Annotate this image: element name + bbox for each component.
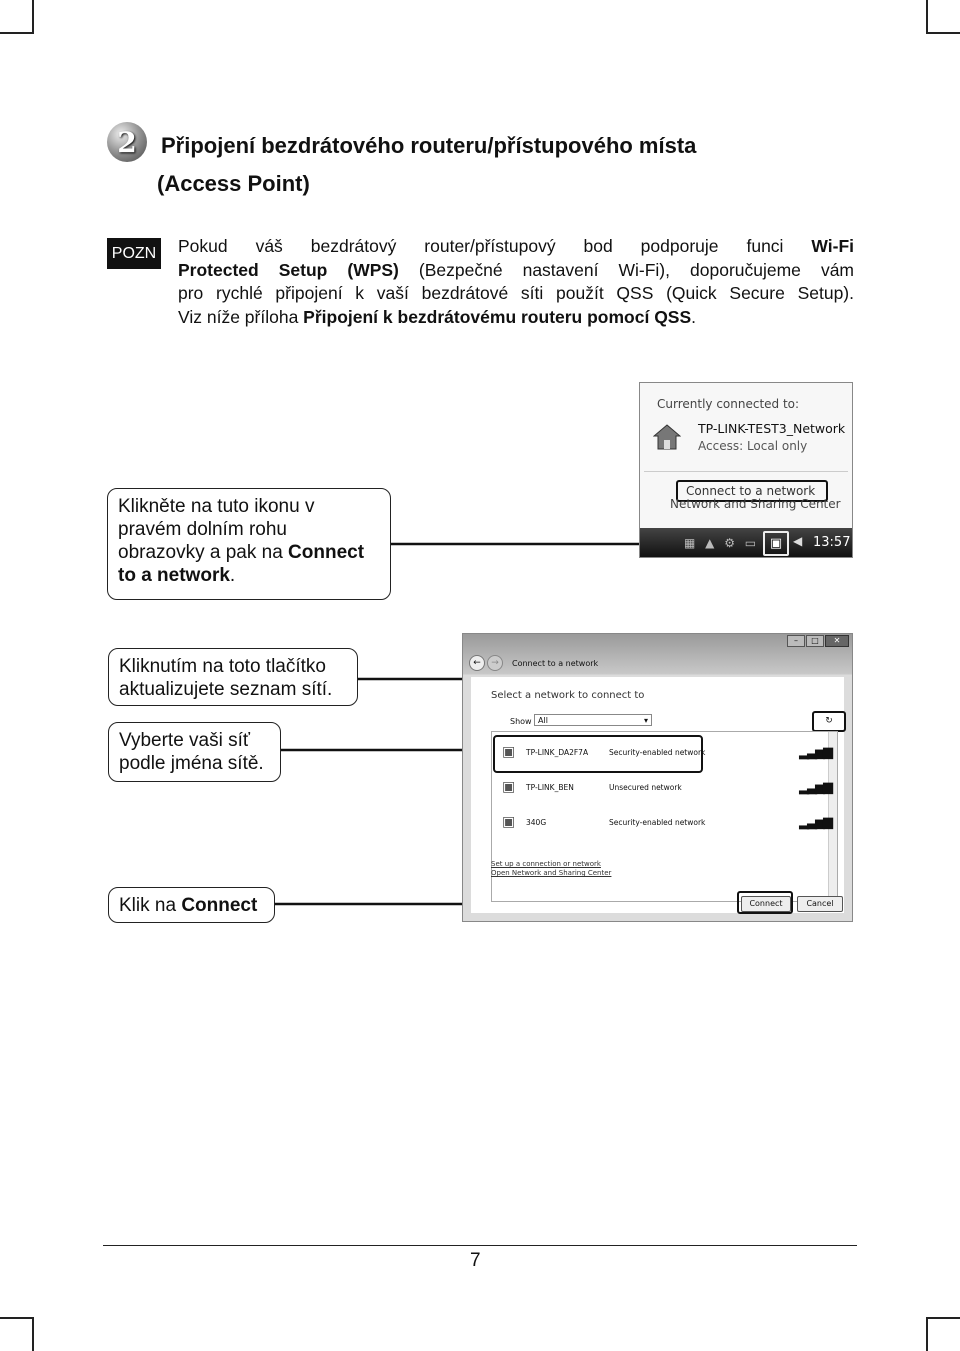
close-button[interactable]: ✕	[825, 635, 849, 647]
network-list-item[interactable]	[492, 771, 831, 805]
computer-icon: ▣	[502, 779, 516, 795]
current-network-name: TP-LINK-TEST3_Network	[698, 421, 846, 436]
connect-dialog-screenshot	[462, 633, 853, 922]
maximize-button[interactable]: □	[806, 635, 824, 647]
taskbar	[640, 528, 852, 557]
callout4-text: Klik na	[119, 895, 182, 916]
currently-connected-label: Currently connected to:	[657, 397, 800, 411]
network-list-item[interactable]	[492, 806, 831, 840]
show-label: Show	[510, 717, 532, 726]
network-tray-icon[interactable]: ▣	[763, 531, 789, 556]
step-badge: 2	[107, 122, 147, 162]
callout1-line1: Klikněte na tuto ikonu v	[118, 496, 315, 517]
network-status: Security-enabled network	[609, 748, 706, 757]
network-name: 340G	[526, 818, 547, 827]
network-name: TP-LINK_DA2F7A	[526, 748, 589, 757]
callout-select-network	[108, 722, 281, 782]
note-period: .	[691, 306, 697, 327]
callout1-line3: obrazovky a pak na	[118, 542, 289, 563]
section-title: Připojení bezdrátového routeru/přístupového místa	[161, 133, 697, 158]
back-arrow-icon[interactable]: ←	[469, 655, 485, 671]
callout1-period: .	[229, 565, 236, 586]
cancel-button[interactable]: Cancel	[797, 896, 843, 912]
tray-popup-screenshot	[639, 382, 853, 558]
callout2-line1: Kliknutím na toto tlačítko	[119, 656, 326, 677]
note-label: POZN	[107, 238, 161, 269]
connect-to-network-link[interactable]: Connect to a network	[676, 480, 828, 502]
callout-connect	[108, 887, 275, 923]
note-line4: Viz níže příloha	[178, 306, 304, 327]
footer-rule	[103, 1245, 857, 1246]
open-sharing-center-link[interactable]: Open Network and Sharing Center	[491, 869, 612, 877]
signal-strength-icon: ▂▃▅▆	[799, 780, 831, 795]
page-number: 7	[470, 1250, 481, 1271]
note-qss-ref: Připojení k bezdrátovému routeru pomocí QSS	[303, 306, 692, 327]
dialog-title: Connect to a network	[512, 659, 599, 668]
network-list-item[interactable]	[492, 736, 831, 770]
callout3-line2: podle jména sítě.	[119, 753, 264, 774]
callout2-line2: aktualizujete seznam sítí.	[119, 679, 333, 700]
clock: 13:57	[813, 535, 851, 550]
callout1-line2: pravém dolním rohu	[118, 519, 287, 540]
crop-mark-bottom-left	[0, 1317, 34, 1351]
tray-icons: ▦ ▲ ⚙ ▭	[684, 536, 760, 550]
refresh-button[interactable]: ↻	[812, 711, 846, 732]
note-wps: Protected Setup (WPS)	[178, 259, 399, 280]
access-status: Access: Local only	[698, 439, 808, 453]
signal-strength-icon: ▂▃▅▆	[799, 745, 831, 760]
window-controls	[787, 635, 849, 647]
setup-connection-link[interactable]: Set up a connection or network	[491, 860, 601, 868]
crop-mark-top-left	[0, 0, 34, 34]
dialog-body	[471, 677, 844, 913]
minimize-button[interactable]: –	[787, 635, 805, 647]
note-line1: Pokud váš bezdrátový router/přístupový bod podporuje funci	[178, 236, 812, 256]
callout3-line1: Vyberte vaši síť	[119, 730, 251, 751]
section-subtitle: (Access Point)	[157, 171, 310, 196]
note-line2: (Bezpečné nastavení Wi-Fi), doporučujeme vám	[398, 259, 854, 280]
computer-icon: ▣	[502, 814, 516, 830]
network-status: Security-enabled network	[609, 818, 706, 827]
house-icon	[653, 423, 681, 451]
network-name: TP-LINK_BEN	[526, 783, 574, 792]
callout1-to-network: to a network	[118, 565, 230, 586]
connect-button[interactable]: Connect	[741, 896, 791, 912]
note-text	[178, 235, 854, 329]
crop-mark-bottom-right	[926, 1317, 960, 1351]
network-sharing-center-link[interactable]: Network and Sharing Center	[670, 497, 841, 511]
chevron-down-icon: ▾	[643, 716, 648, 725]
volume-icon[interactable]: ◀	[793, 534, 803, 548]
forward-arrow-icon[interactable]: →	[487, 655, 503, 671]
callout-refresh	[108, 648, 358, 706]
network-status: Unsecured network	[609, 783, 682, 792]
show-filter-value: All	[538, 716, 548, 725]
signal-strength-icon: ▂▃▅▆	[799, 815, 831, 830]
callout4-connect: Connect	[181, 895, 258, 916]
computer-icon: ▣	[502, 744, 516, 760]
note-wifi: Wi-Fi	[811, 236, 854, 256]
callout1-connect: Connect	[288, 542, 365, 563]
callout-tray-icon	[107, 488, 391, 600]
note-line3: pro rychlé připojení k vaší bezdrátové síti použít QSS (Quick Secure Setup).	[178, 283, 854, 303]
crop-mark-top-right	[926, 0, 960, 34]
show-filter-dropdown[interactable]	[534, 714, 652, 726]
select-network-prompt: Select a network to connect to	[491, 690, 645, 701]
